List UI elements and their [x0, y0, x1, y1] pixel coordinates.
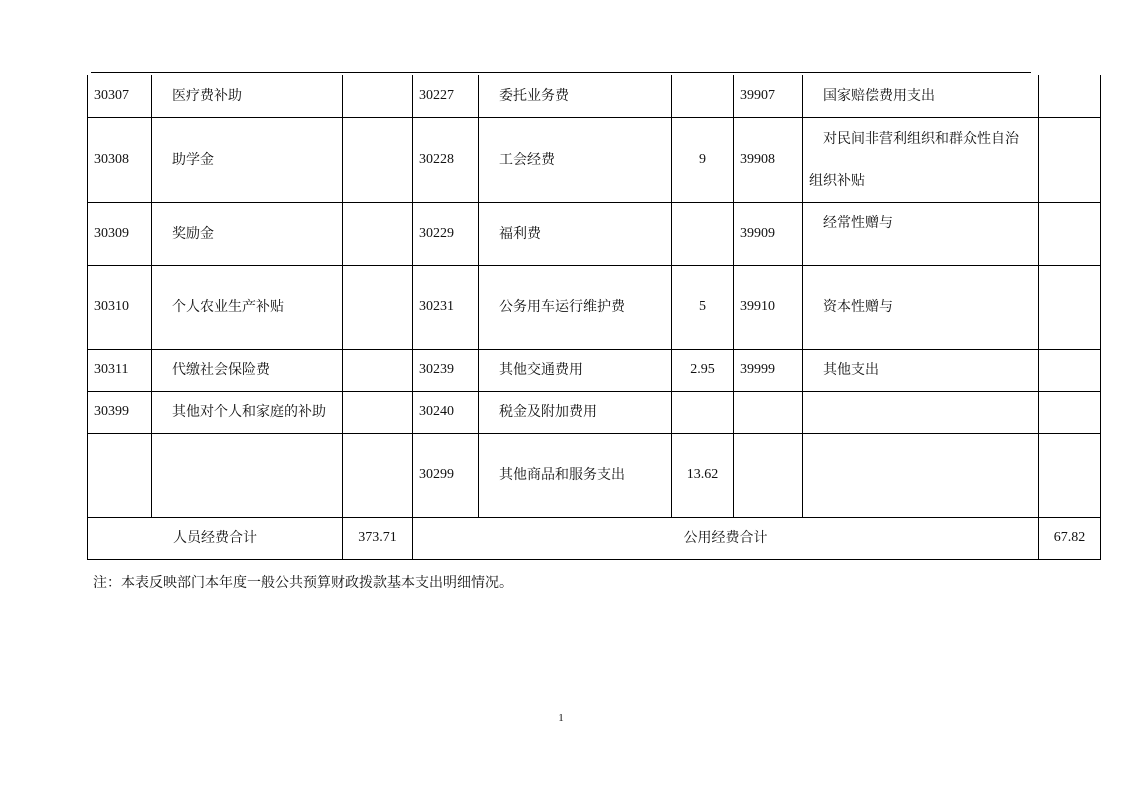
- code-cell: 30229: [413, 202, 479, 265]
- code-cell: 39999: [734, 349, 803, 391]
- item-name-cell: 其他对个人和家庭的补助: [152, 391, 343, 433]
- item-name-cell: 税金及附加费用: [479, 391, 672, 433]
- code-cell: 30299: [413, 433, 479, 517]
- code-cell: 30228: [413, 117, 479, 202]
- code-cell: 30240: [413, 391, 479, 433]
- item-name-cell: 福利费: [479, 202, 672, 265]
- item-name-cell: 奖励金: [152, 202, 343, 265]
- item-name-cell: 助学金: [152, 117, 343, 202]
- item-name-cell: 公务用车运行维护费: [479, 265, 672, 349]
- totals-row: [88, 517, 1101, 559]
- item-name-cell: 其他商品和服务支出: [479, 433, 672, 517]
- code-cell: 39907: [734, 75, 803, 117]
- amount-cell: [343, 75, 413, 117]
- personnel-total-label: 人员经费合计: [88, 517, 343, 559]
- amount-cell: [343, 349, 413, 391]
- amount-cell: [1039, 202, 1101, 265]
- table-footnote: 注：本表反映部门本年度一般公共预算财政拨款基本支出明细情况。: [93, 575, 513, 591]
- top-rule: [91, 72, 1031, 73]
- amount-cell: [343, 391, 413, 433]
- item-name-cell: 国家赔偿费用支出: [803, 75, 1039, 117]
- public-total-value: 67.82: [1039, 517, 1101, 559]
- code-cell: 30239: [413, 349, 479, 391]
- code-cell: 30309: [88, 202, 152, 265]
- amount-cell: [672, 391, 734, 433]
- code-cell: 39909: [734, 202, 803, 265]
- table-row: [88, 391, 1101, 433]
- table-row: [88, 433, 1101, 517]
- amount-cell: 5: [672, 265, 734, 349]
- code-cell: 30308: [88, 117, 152, 202]
- amount-cell: 13.62: [672, 433, 734, 517]
- amount-cell: [672, 75, 734, 117]
- public-total-label: 公用经费合计: [413, 517, 1039, 559]
- item-name-cell: 资本性赠与: [803, 265, 1039, 349]
- table-row: [88, 349, 1101, 391]
- table-row: [88, 202, 1101, 265]
- amount-cell: [343, 202, 413, 265]
- code-cell: 39910: [734, 265, 803, 349]
- page-number: 1: [558, 712, 564, 724]
- amount-cell: 2.95: [672, 349, 734, 391]
- amount-cell: [1039, 349, 1101, 391]
- code-cell: 39908: [734, 117, 803, 202]
- code-cell: 30311: [88, 349, 152, 391]
- expenditure-detail-table: [87, 75, 1101, 560]
- code-cell: 30231: [413, 265, 479, 349]
- code-cell: [734, 433, 803, 517]
- table-row: [88, 117, 1101, 202]
- amount-cell: [1039, 75, 1101, 117]
- item-name-cell: 工会经费: [479, 117, 672, 202]
- code-cell: 30307: [88, 75, 152, 117]
- amount-cell: [343, 433, 413, 517]
- item-name-cell: 对民间非营利组织和群众性自治组织补贴: [803, 117, 1039, 202]
- code-cell: [88, 433, 152, 517]
- amount-cell: [1039, 433, 1101, 517]
- code-cell: [734, 391, 803, 433]
- table-row: [88, 75, 1101, 117]
- item-name-cell: 医疗费补助: [152, 75, 343, 117]
- item-name-cell: 其他交通费用: [479, 349, 672, 391]
- code-cell: 30399: [88, 391, 152, 433]
- amount-cell: [1039, 117, 1101, 202]
- item-name-cell: 委托业务费: [479, 75, 672, 117]
- item-name-cell: 经常性赠与: [803, 202, 1039, 265]
- code-cell: 30310: [88, 265, 152, 349]
- item-name-cell: [803, 433, 1039, 517]
- item-name-cell: 个人农业生产补贴: [152, 265, 343, 349]
- item-name-cell: 其他支出: [803, 349, 1039, 391]
- code-cell: 30227: [413, 75, 479, 117]
- amount-cell: [343, 117, 413, 202]
- amount-cell: [1039, 265, 1101, 349]
- item-name-cell: 代缴社会保险费: [152, 349, 343, 391]
- amount-cell: 9: [672, 117, 734, 202]
- item-name-cell: [152, 433, 343, 517]
- item-name-cell: [803, 391, 1039, 433]
- table-row: [88, 265, 1101, 349]
- amount-cell: [1039, 391, 1101, 433]
- personnel-total-value: 373.71: [343, 517, 413, 559]
- amount-cell: [343, 265, 413, 349]
- amount-cell: [672, 202, 734, 265]
